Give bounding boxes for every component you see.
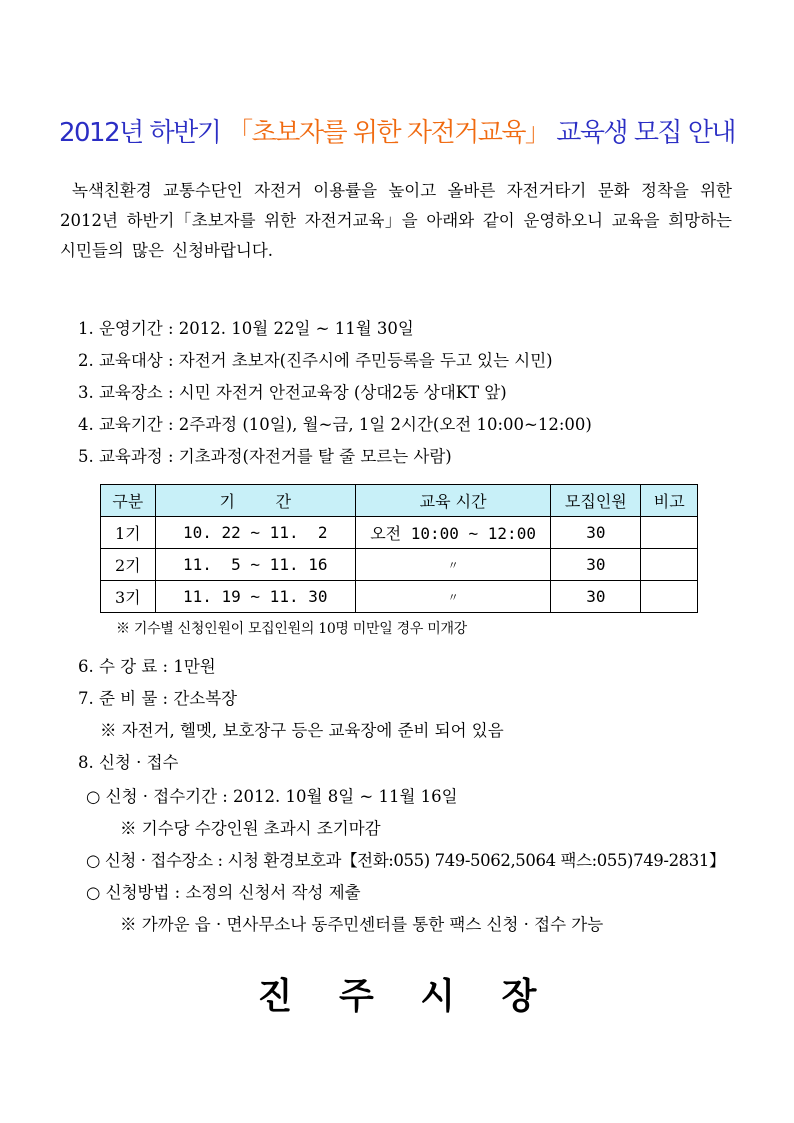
item-target: 2. 교육대상 : 자전거 초보자(진주시에 주민등록을 두고 있는 시민) (78, 351, 553, 370)
table-header-row (101, 485, 698, 517)
title-part3: 교육생 모집 안내 (556, 118, 736, 148)
application-period: ○ 신청 · 접수기간 : 2012. 10월 8일 ~ 11월 16일 (86, 787, 458, 806)
cell-group: 3기 (101, 581, 156, 613)
item-supplies: 7. 준 비 물 : 간소복장 (78, 689, 238, 708)
header-capacity: 모집인원 (551, 485, 641, 517)
cell-group: 1기 (101, 517, 156, 549)
application-place: ○ 신청 · 접수장소 : 시청 환경보호과【전화:055) 749-5062,5064 팩스:055)749-2831】 (86, 851, 726, 870)
application-method: ○ 신청방법 : 소정의 신청서 작성 제출 (86, 883, 361, 902)
cell-time: 오전 10:00 ~ 12:00 (355, 517, 550, 549)
header-remark: 비고 (641, 485, 698, 517)
header-time: 교육 시간 (355, 485, 550, 517)
application-method-note: ※ 가까운 읍 · 면사무소나 동주민센터를 통한 팩스 신청 · 접수 가능 (120, 915, 604, 934)
signature: 진 주 시 장 (257, 976, 537, 1017)
item-course: 5. 교육과정 : 기초과정(자전거를 탈 줄 모르는 사람) (78, 447, 452, 466)
header-period: 기 간 (155, 485, 355, 517)
table-row (101, 581, 698, 613)
cell-capacity: 30 (551, 517, 641, 549)
page-title (0, 112, 794, 149)
supplies-note: ※ 자전거, 헬멧, 보호장구 등은 교육장에 준비 되어 있음 (100, 721, 504, 740)
item-application: 8. 신청 · 접수 (78, 753, 179, 772)
item-location: 3. 교육장소 : 시민 자전거 안전교육장 (상대2동 상대KT 앞) (78, 383, 507, 402)
title-part2: 「초보자를 위한 자전거교육」 (227, 118, 550, 148)
header-group: 구분 (101, 485, 156, 517)
item-period: 1. 운영기간 : 2012. 10월 22일 ~ 11월 30일 (78, 319, 414, 338)
cell-period: 11. 19 ~ 11. 30 (155, 581, 355, 613)
cell-time: 〃 (355, 549, 550, 581)
table-note: ※ 기수별 신청인원이 모집인원의 10명 미만일 경우 미개강 (116, 621, 467, 637)
intro-paragraph (60, 176, 732, 266)
item-fee: 6. 수 강 료 : 1만원 (78, 657, 216, 676)
cell-period: 10. 22 ~ 11. 2 (155, 517, 355, 549)
table-row (101, 549, 698, 581)
cell-capacity: 30 (551, 549, 641, 581)
cell-remark (641, 517, 698, 549)
title-part1: 2012년 하반기 (58, 118, 221, 148)
item-duration: 4. 교육기간 : 2주과정 (10일), 월~금, 1일 2시간(오전 10:00~12:00) (78, 415, 592, 434)
cell-remark (641, 581, 698, 613)
cell-group: 2기 (101, 549, 156, 581)
schedule-table (100, 484, 698, 613)
intro-text: 녹색친환경 교통수단인 자전거 이용률을 높이고 올바른 자전거타기 문화 정착을 위한 2012년 하반기「초보자를 위한 자전거교육」을 아래와 같이 운영하오니 교육을 희망하는 시민들의 많은 신청바랍니다. (60, 181, 732, 260)
application-period-note: ※ 기수당 수강인원 초과시 조기마감 (120, 819, 381, 838)
cell-capacity: 30 (551, 581, 641, 613)
cell-period: 11. 5 ~ 11. 16 (155, 549, 355, 581)
table-row (101, 517, 698, 549)
cell-time: 〃 (355, 581, 550, 613)
cell-remark (641, 549, 698, 581)
